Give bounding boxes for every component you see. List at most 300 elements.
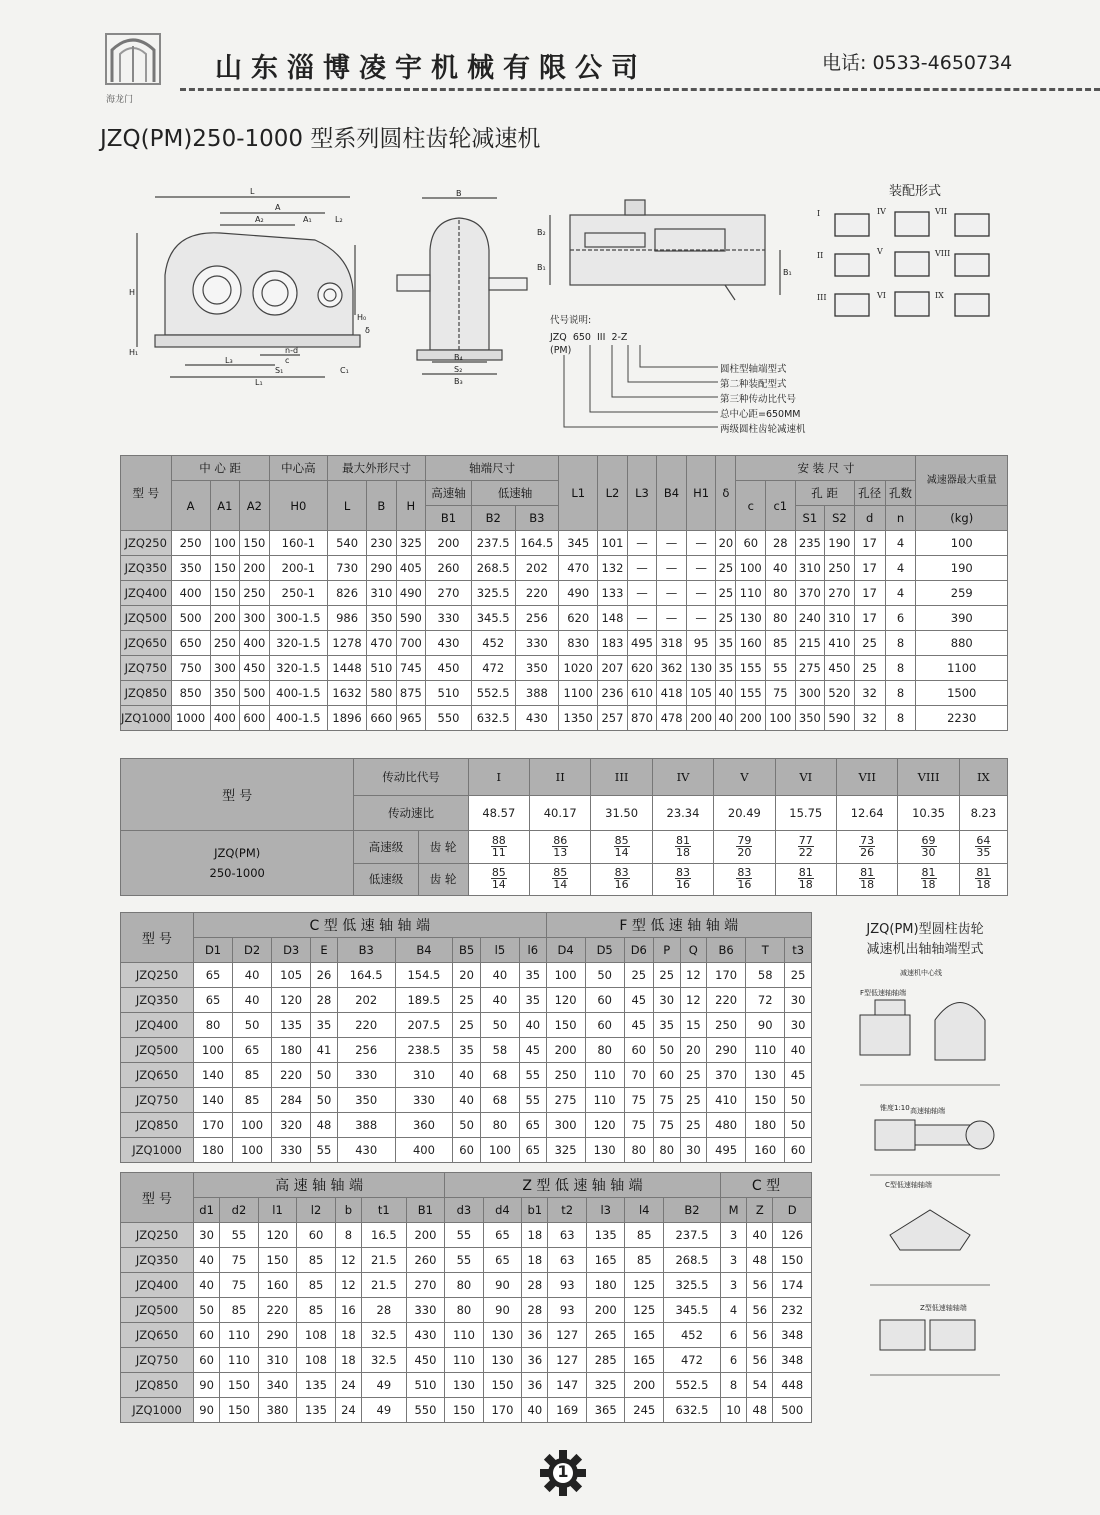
svg-text:n-d: n-d xyxy=(285,346,299,355)
page-number: 1 xyxy=(557,1462,569,1481)
t3-model-cell: JZQ400 xyxy=(121,1013,194,1038)
t3-cell: 25 xyxy=(453,1013,481,1038)
t1-cell: 1100 xyxy=(559,681,598,706)
col-kg: (kg) xyxy=(916,506,1008,531)
assembly-forms-diagram xyxy=(815,202,1000,327)
t1-model-cell: JZQ850 xyxy=(121,681,172,706)
col-n: n xyxy=(885,506,916,531)
t3-cell: 30 xyxy=(653,988,680,1013)
t3-col-header: B4 xyxy=(395,938,453,963)
t4-cell: 8 xyxy=(335,1223,361,1248)
t1-cell: 490 xyxy=(396,581,426,606)
shaft-note-z: Z型低速轴轴端 xyxy=(920,1304,967,1312)
t4-cell: 150 xyxy=(220,1398,259,1423)
t3-cell: 50 xyxy=(480,1013,519,1038)
t1-cell: 965 xyxy=(396,706,426,731)
ratio-code-9: IX xyxy=(959,759,1007,796)
t1-cell: 250-1 xyxy=(269,581,327,606)
col-delta: δ xyxy=(716,456,736,531)
t1-cell: 190 xyxy=(825,531,855,556)
gear-ratio-fraction: $\frac{69}{30}$ xyxy=(898,831,959,864)
t3-cell: 58 xyxy=(480,1038,519,1063)
t3-cell: 35 xyxy=(453,1038,481,1063)
t4-cell: 150 xyxy=(258,1248,297,1273)
t3-cell: 41 xyxy=(311,1038,338,1063)
t3-cell: 495 xyxy=(707,1138,746,1163)
table-row xyxy=(121,963,812,988)
t1-cell: 80 xyxy=(766,606,796,631)
t3-cell: 135 xyxy=(272,1013,311,1038)
ratio-value: 31.50 xyxy=(591,796,652,831)
t3-cell: 150 xyxy=(746,1088,785,1113)
t1-cell: 350 xyxy=(210,681,240,706)
t4-cell: 30 xyxy=(194,1223,220,1248)
table-row xyxy=(121,681,1008,706)
col-H1: H1 xyxy=(686,456,716,531)
col-c: c xyxy=(736,481,766,531)
t3-cell: 26 xyxy=(311,963,338,988)
t1-model-cell: JZQ400 xyxy=(121,581,172,606)
t3-cell: 130 xyxy=(585,1138,624,1163)
t1-cell: 257 xyxy=(598,706,628,731)
t1-cell: 17 xyxy=(854,581,885,606)
t1-cell: 325.5 xyxy=(471,581,515,606)
t1-cell: 325 xyxy=(396,531,426,556)
ratio-code-1: I xyxy=(468,759,529,796)
t4-cell: 500 xyxy=(773,1398,812,1423)
t4-group-z: Z 型 低 速 轴 轴 端 xyxy=(445,1173,721,1198)
t1-cell: 215 xyxy=(795,631,825,656)
t4-cell: 80 xyxy=(445,1273,484,1298)
t3-cell: 164.5 xyxy=(337,963,395,988)
ratio-value: 10.35 xyxy=(898,796,959,831)
t4-cell: 60 xyxy=(297,1223,336,1248)
t4-cell: 150 xyxy=(483,1373,522,1398)
t4-cell: 170 xyxy=(483,1398,522,1423)
t3-cell: 120 xyxy=(585,1113,624,1138)
t3-cell: 65 xyxy=(194,963,233,988)
t1-cell: 230 xyxy=(367,531,397,556)
t3-model-cell: JZQ850 xyxy=(121,1113,194,1138)
t3-cell: 25 xyxy=(680,1088,707,1113)
gear-ratio-fraction: $\frac{86}{13}$ xyxy=(530,831,591,864)
t4-cell: 85 xyxy=(297,1248,336,1273)
t4-cell: 12 xyxy=(335,1248,361,1273)
t1-cell: 310 xyxy=(367,581,397,606)
t4-cell: 85 xyxy=(625,1248,664,1273)
ratio-model-label: 型 号 xyxy=(121,759,354,831)
t3-model-cell: JZQ350 xyxy=(121,988,194,1013)
t4-cell: 55 xyxy=(445,1223,484,1248)
t1-cell: — xyxy=(627,531,657,556)
ratio-model-name: JZQ(PM) xyxy=(214,846,261,860)
svg-text:A: A xyxy=(275,203,281,212)
t4-cell: 55 xyxy=(445,1248,484,1273)
t3-cell: 30 xyxy=(785,1013,812,1038)
col-S1: S1 xyxy=(795,506,825,531)
t3-cell: 50 xyxy=(785,1113,812,1138)
t4-cell: 36 xyxy=(522,1348,548,1373)
t4-cell: 18 xyxy=(522,1248,548,1273)
svg-text:II: II xyxy=(817,251,824,260)
t4-cell: 550 xyxy=(406,1398,445,1423)
t4-model-cell: JZQ1000 xyxy=(121,1398,194,1423)
t4-cell: 452 xyxy=(663,1323,720,1348)
t1-cell: 430 xyxy=(515,706,559,731)
t4-cell: 345.5 xyxy=(663,1298,720,1323)
t1-cell: 6 xyxy=(885,606,916,631)
t1-cell: 620 xyxy=(627,656,657,681)
t3-cell: 25 xyxy=(653,963,680,988)
t1-cell: 362 xyxy=(657,656,687,681)
gear-ratio-fraction: $\frac{64}{35}$ xyxy=(959,831,1007,864)
t3-cell: 180 xyxy=(272,1038,311,1063)
col-L3: L3 xyxy=(627,456,657,531)
t4-cell: 165 xyxy=(586,1248,625,1273)
t3-cell: 100 xyxy=(480,1138,519,1163)
t3-col-header: P xyxy=(653,938,680,963)
t4-cell: 3 xyxy=(720,1223,746,1248)
t4-cell: 28 xyxy=(522,1298,548,1323)
t3-cell: 48 xyxy=(311,1113,338,1138)
t3-cell: 202 xyxy=(337,988,395,1013)
t4-cell: 125 xyxy=(625,1273,664,1298)
t3-cell: 325 xyxy=(546,1138,585,1163)
group-max-weight: 减速器最大重量 xyxy=(916,456,1008,506)
t1-cell: 370 xyxy=(795,581,825,606)
t4-cell: 40 xyxy=(747,1223,773,1248)
t4-cell: 120 xyxy=(258,1223,297,1248)
t1-cell: 300 xyxy=(210,656,240,681)
t4-cell: 220 xyxy=(258,1298,297,1323)
ratio-value: 12.64 xyxy=(836,796,897,831)
col-B2: B2 xyxy=(471,506,515,531)
svg-text:VII: VII xyxy=(935,207,948,216)
t1-cell: 410 xyxy=(825,631,855,656)
t1-cell: 450 xyxy=(426,656,472,681)
t3-cell: 30 xyxy=(785,988,812,1013)
t1-cell: 1000 xyxy=(171,706,210,731)
t1-cell: 17 xyxy=(854,606,885,631)
t4-col-header: d1 xyxy=(194,1198,220,1223)
svg-text:III: III xyxy=(817,293,827,302)
t4-cell: 40 xyxy=(194,1248,220,1273)
t3-group-f: F 型 低 速 轴 轴 端 xyxy=(546,913,811,938)
shaft-note-c: C型低速轴轴端 xyxy=(885,1181,932,1189)
t1-cell: 1100 xyxy=(916,656,1008,681)
svg-text:c: c xyxy=(285,356,290,365)
code-note-code: JZQ 650 III 2-Z xyxy=(550,332,628,343)
table-row xyxy=(121,1273,812,1298)
t3-model-cell: JZQ1000 xyxy=(121,1138,194,1163)
t1-cell: 345.5 xyxy=(471,606,515,631)
t3-cell: 220 xyxy=(337,1013,395,1038)
svg-text:B₂: B₂ xyxy=(537,228,546,237)
t4-cell: 50 xyxy=(194,1298,220,1323)
t4-cell: 90 xyxy=(194,1373,220,1398)
t3-cell: 60 xyxy=(624,1038,653,1063)
t3-cell: 50 xyxy=(311,1088,338,1113)
t4-cell: 127 xyxy=(548,1348,587,1373)
t1-cell: 133 xyxy=(598,581,628,606)
t1-cell: 155 xyxy=(736,656,766,681)
svg-text:B: B xyxy=(456,190,462,198)
t3-cell: 72 xyxy=(746,988,785,1013)
table-row xyxy=(121,556,1008,581)
t1-cell: 80 xyxy=(766,581,796,606)
t1-cell: 405 xyxy=(396,556,426,581)
t1-cell: 4 xyxy=(885,531,916,556)
t4-cell: 36 xyxy=(522,1373,548,1398)
t4-cell: 270 xyxy=(406,1273,445,1298)
t1-cell: 275 xyxy=(795,656,825,681)
low-gear-label: 齿 轮 xyxy=(418,863,468,896)
t1-cell: 8 xyxy=(885,656,916,681)
col-L: L xyxy=(328,481,367,531)
t1-cell: 400-1.5 xyxy=(269,706,327,731)
t3-model-cell: JZQ750 xyxy=(121,1088,194,1113)
t4-col-header: l2 xyxy=(297,1198,336,1223)
svg-text:H₁: H₁ xyxy=(129,348,139,357)
t3-cell: 150 xyxy=(546,1013,585,1038)
t3-cell: 40 xyxy=(233,988,272,1013)
table-row xyxy=(121,631,1008,656)
t1-cell: 400 xyxy=(210,706,240,731)
t3-cell: 350 xyxy=(337,1088,395,1113)
high-stage-label: 高速级 xyxy=(354,831,418,864)
table-row xyxy=(121,1223,812,1248)
t3-cell: 50 xyxy=(585,963,624,988)
svg-text:B₁: B₁ xyxy=(783,268,792,277)
t1-cell: 495 xyxy=(627,631,657,656)
company-logo xyxy=(98,28,168,98)
t1-model-cell: JZQ350 xyxy=(121,556,172,581)
t4-cell: 6 xyxy=(720,1323,746,1348)
t1-cell: 85 xyxy=(766,631,796,656)
t4-cell: 110 xyxy=(220,1323,259,1348)
t1-cell: 610 xyxy=(627,681,657,706)
t3-cell: 180 xyxy=(746,1113,785,1138)
t3-group-c: C 型 低 速 轴 轴 端 xyxy=(194,913,547,938)
t1-cell: 290 xyxy=(367,556,397,581)
t1-cell: 200 xyxy=(736,706,766,731)
t4-cell: 325 xyxy=(586,1373,625,1398)
t1-cell: 28 xyxy=(766,531,796,556)
t4-cell: 40 xyxy=(194,1273,220,1298)
t1-cell: 470 xyxy=(367,631,397,656)
t4-cell: 174 xyxy=(773,1273,812,1298)
t4-cell: 169 xyxy=(548,1398,587,1423)
shaft-note-f: F型低速轴轴端 xyxy=(860,989,907,997)
gear-ratio-fraction: $\frac{81}{18}$ xyxy=(836,863,897,896)
t1-cell: — xyxy=(627,581,657,606)
group-max-size: 最大外形尺寸 xyxy=(328,456,426,481)
t3-cell: 330 xyxy=(395,1088,453,1113)
t1-cell: 8 xyxy=(885,681,916,706)
gear-ratio-fraction: $\frac{79}{20}$ xyxy=(714,831,775,864)
group-center-distance: 中 心 距 xyxy=(171,456,269,481)
t3-cell: 60 xyxy=(785,1138,812,1163)
t4-cell: 90 xyxy=(194,1398,220,1423)
t4-cell: 90 xyxy=(483,1273,522,1298)
t4-cell: 130 xyxy=(483,1348,522,1373)
svg-text:B₃: B₃ xyxy=(454,377,463,385)
t3-col-header: t3 xyxy=(785,938,812,963)
group-low-speed-shaft: 低速轴 xyxy=(471,481,558,506)
t1-cell: 35 xyxy=(716,656,736,681)
t4-cell: 147 xyxy=(548,1373,587,1398)
t3-cell: 360 xyxy=(395,1113,453,1138)
t3-cell: 480 xyxy=(707,1113,746,1138)
col-L1: L1 xyxy=(559,456,598,531)
t3-cell: 45 xyxy=(519,1038,546,1063)
t3-cell: 85 xyxy=(233,1088,272,1113)
t4-cell: 380 xyxy=(258,1398,297,1423)
t1-cell: 25 xyxy=(854,631,885,656)
t3-cell: 154.5 xyxy=(395,963,453,988)
t3-cell: 100 xyxy=(233,1113,272,1138)
t1-cell: 200 xyxy=(240,556,270,581)
t3-cell: 35 xyxy=(311,1013,338,1038)
t3-cell: 25 xyxy=(624,963,653,988)
t1-cell: — xyxy=(657,606,687,631)
t4-cell: 16 xyxy=(335,1298,361,1323)
t1-cell: 1500 xyxy=(916,681,1008,706)
t4-cell: 165 xyxy=(625,1323,664,1348)
table-row xyxy=(121,1013,812,1038)
t1-cell: 650 xyxy=(171,631,210,656)
ratio-label: 传动速比 xyxy=(354,796,468,831)
t4-cell: 268.5 xyxy=(663,1248,720,1273)
t1-cell: 870 xyxy=(627,706,657,731)
svg-text:S₁: S₁ xyxy=(275,366,284,375)
t4-cell: 552.5 xyxy=(663,1373,720,1398)
t4-group-h: 高 速 轴 轴 端 xyxy=(194,1173,445,1198)
t4-cell: 180 xyxy=(586,1273,625,1298)
t4-cell: 330 xyxy=(406,1298,445,1323)
t1-cell: 452 xyxy=(471,631,515,656)
t4-cell: 18 xyxy=(522,1223,548,1248)
t1-cell: 105 xyxy=(686,681,716,706)
page-title: JZQ(PM)250-1000 型系列圆柱齿轮减速机 xyxy=(100,126,541,152)
col-B: B xyxy=(367,481,397,531)
t3-cell: 170 xyxy=(194,1113,233,1138)
t4-cell: 110 xyxy=(445,1348,484,1373)
t1-cell: 200 xyxy=(210,606,240,631)
t4-cell: 63 xyxy=(548,1223,587,1248)
t3-cell: 410 xyxy=(707,1088,746,1113)
t3-cell: 189.5 xyxy=(395,988,453,1013)
t3-cell: 40 xyxy=(480,988,519,1013)
t3-cell: 35 xyxy=(519,988,546,1013)
t3-cell: 50 xyxy=(311,1063,338,1088)
col-model: 型 号 xyxy=(121,456,172,531)
t1-cell: 430 xyxy=(426,631,472,656)
t4-cell: 93 xyxy=(548,1273,587,1298)
assembly-title: 装配形式 xyxy=(888,184,941,199)
t4-col-header: d4 xyxy=(483,1198,522,1223)
t3-cell: 80 xyxy=(624,1138,653,1163)
front-view-drawing xyxy=(125,185,380,385)
t4-cell: 85 xyxy=(297,1273,336,1298)
shaft-caption-2: 减速机出轴轴端型式 xyxy=(866,942,984,957)
t1-cell: 270 xyxy=(825,581,855,606)
t3-col-header: T xyxy=(746,938,785,963)
svg-text:VIII: VIII xyxy=(935,249,951,258)
t1-cell: 150 xyxy=(210,581,240,606)
t1-cell: 250 xyxy=(825,556,855,581)
t1-cell: 100 xyxy=(736,556,766,581)
gear-ratio-fraction: $\frac{77}{22}$ xyxy=(775,831,836,864)
svg-text:IV: IV xyxy=(877,207,886,216)
t4-cell: 36 xyxy=(522,1323,548,1348)
t1-cell: 4 xyxy=(885,581,916,606)
t1-cell: 490 xyxy=(559,581,598,606)
t1-cell: — xyxy=(627,606,657,631)
group-shaft-size: 轴端尺寸 xyxy=(426,456,559,481)
t4-cell: 12 xyxy=(335,1273,361,1298)
t3-cell: 105 xyxy=(272,963,311,988)
svg-text:VI: VI xyxy=(877,291,886,300)
t4-cell: 65 xyxy=(483,1223,522,1248)
t3-cell: 75 xyxy=(653,1088,680,1113)
t3-cell: 130 xyxy=(746,1063,785,1088)
table-row xyxy=(121,1088,812,1113)
ratio-code-3: III xyxy=(591,759,652,796)
t4-cell: 150 xyxy=(773,1248,812,1273)
table-row xyxy=(121,706,1008,731)
t4-col-header: l3 xyxy=(586,1198,625,1223)
t3-cell: 140 xyxy=(194,1088,233,1113)
table-row xyxy=(121,1248,812,1273)
t1-cell: 632.5 xyxy=(471,706,515,731)
t1-cell: 552.5 xyxy=(471,681,515,706)
t4-cell: 632.5 xyxy=(663,1398,720,1423)
t3-cell: 275 xyxy=(546,1088,585,1113)
t4-cell: 49 xyxy=(362,1373,407,1398)
svg-text:I: I xyxy=(817,209,821,218)
t3-col-header: l6 xyxy=(519,938,546,963)
t3-cell: 90 xyxy=(746,1013,785,1038)
t1-cell: 240 xyxy=(795,606,825,631)
table-row xyxy=(121,1038,812,1063)
t3-cell: 60 xyxy=(585,988,624,1013)
t4-model-cell: JZQ650 xyxy=(121,1323,194,1348)
t4-cell: 340 xyxy=(258,1373,297,1398)
t3-cell: 68 xyxy=(480,1088,519,1113)
t1-cell: 550 xyxy=(426,706,472,731)
t3-cell: 60 xyxy=(453,1138,481,1163)
t1-cell: 148 xyxy=(598,606,628,631)
t4-cell: 8 xyxy=(720,1373,746,1398)
t4-cell: 63 xyxy=(548,1248,587,1273)
t3-cell: 80 xyxy=(653,1138,680,1163)
t3-cell: 370 xyxy=(707,1063,746,1088)
t4-cell: 200 xyxy=(406,1223,445,1248)
t1-cell: 20 xyxy=(716,531,736,556)
ratio-value: 48.57 xyxy=(468,796,529,831)
t3-cell: 65 xyxy=(519,1113,546,1138)
t1-cell: — xyxy=(627,556,657,581)
t1-cell: — xyxy=(686,606,716,631)
t1-cell: 260 xyxy=(426,556,472,581)
t1-cell: 190 xyxy=(916,556,1008,581)
t1-cell: 745 xyxy=(396,656,426,681)
t3-cell: 120 xyxy=(546,988,585,1013)
t1-cell: 750 xyxy=(171,656,210,681)
t4-cell: 18 xyxy=(335,1323,361,1348)
t3-cell: 400 xyxy=(395,1138,453,1163)
